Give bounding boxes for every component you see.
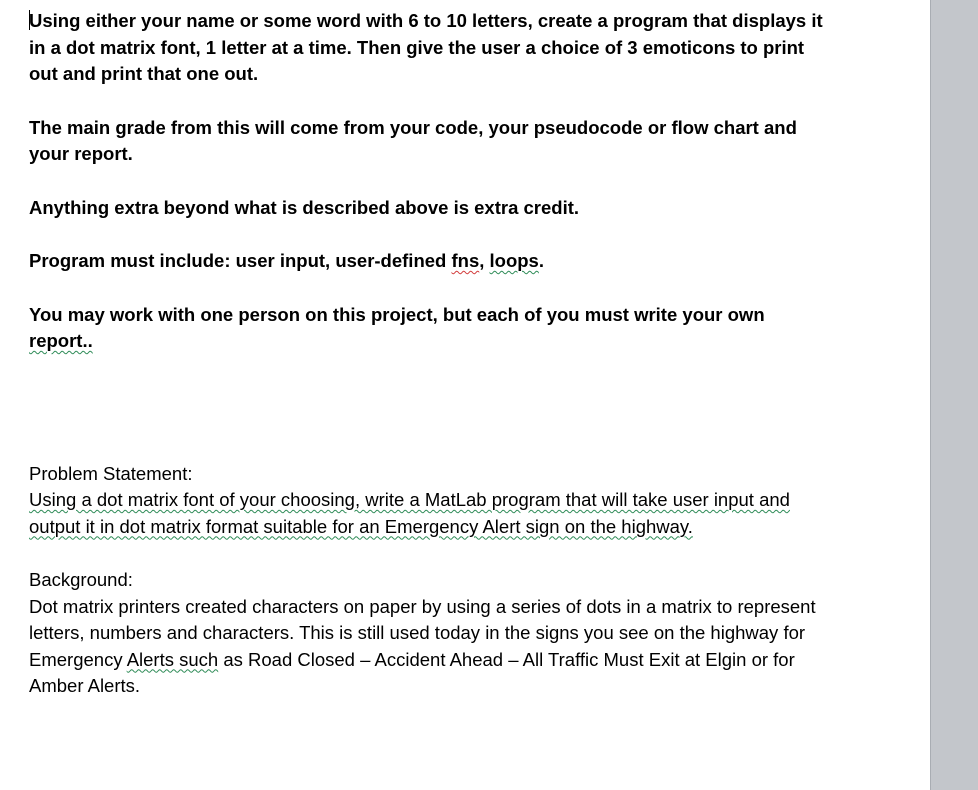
grammar-flag-loops[interactable]: loops <box>489 250 539 271</box>
grammar-flag-report[interactable]: report.. <box>29 330 93 351</box>
paragraph-collaboration <box>29 302 829 355</box>
spelling-error-fns[interactable]: fns <box>451 250 480 271</box>
instructions-text: Using either your name or some word with 6 to 10 letters, create a program that displays it in a dot matrix font, 1 letter at a time. Then give the user a choice of 3 emoticons to print out and print that one out. <box>29 10 823 84</box>
background-heading: Background: <box>29 569 133 590</box>
requirements-period: . <box>538 250 544 271</box>
collaboration-text: You may work with one person on this project, but each of you must write your own <box>29 303 765 325</box>
background-text <box>29 594 829 700</box>
background-text-part1: Dot matrix printers created characters on paper by using a series of dots in a matrix to represent letters, numbers and characters. This is still used today in the signs you see on the highway for Emergency <box>29 595 816 670</box>
window-background-margin <box>930 0 978 790</box>
paragraph-extra-credit: Anything extra beyond what is described above is extra credit. <box>29 196 580 218</box>
grammar-flag-alerts-such[interactable]: Alerts such <box>126 648 219 670</box>
grammar-flag-problem-statement[interactable]: Using a dot matrix font of your choosing, write a MatLab program that will take user input and output it in dot matrix format suitable for an Emergency Alert sign on the highway. <box>29 489 790 537</box>
paragraph-instructions <box>29 8 829 88</box>
document-body[interactable] <box>29 8 829 700</box>
background-text-part2: as Road Closed – Accident Ahead – All Traffic Must Exit at Elgin or for Amber Alerts. <box>29 648 795 696</box>
paragraph-grading: The main grade from this will come from your code, your pseudocode or flow chart and your report. <box>29 116 797 164</box>
problem-statement-heading: Problem Statement: <box>29 462 193 484</box>
problem-statement-text <box>29 487 829 540</box>
paragraph-requirements <box>29 248 829 275</box>
requirements-text: Program must include: user input, user-defined <box>29 250 452 271</box>
requirements-separator: , <box>479 250 490 271</box>
